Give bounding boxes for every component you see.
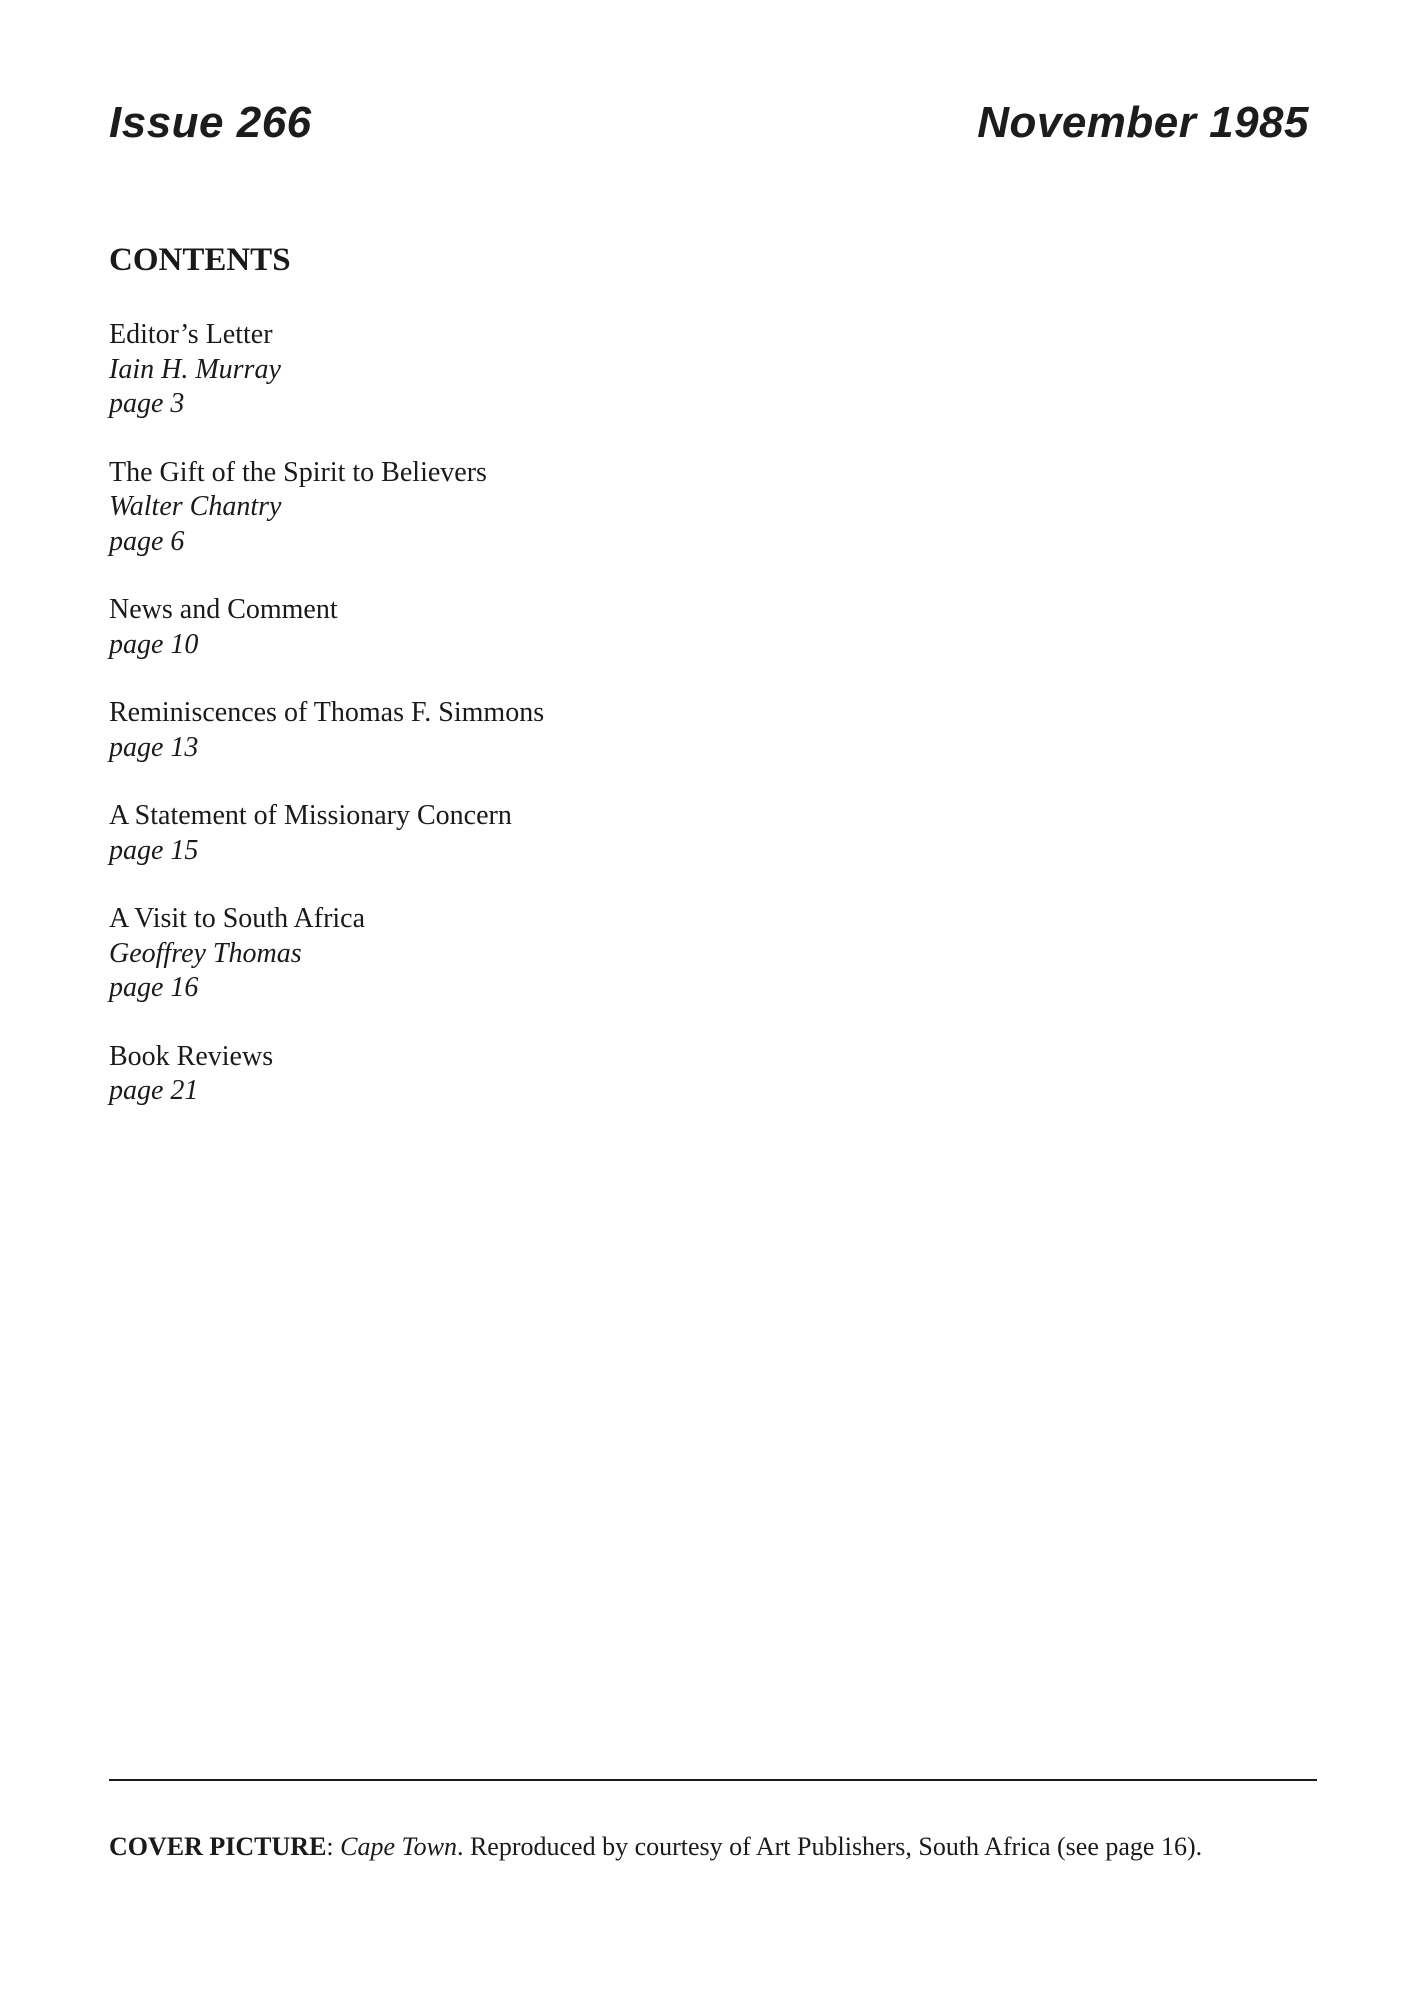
issue-date: November 1985 bbox=[977, 98, 1309, 147]
contents-entry bbox=[109, 456, 544, 560]
entry-author: Geoffrey Thomas bbox=[109, 937, 302, 969]
entry-page: page 15 bbox=[109, 834, 199, 866]
entry-title: Reminiscences of Thomas F. Simmons bbox=[109, 697, 545, 728]
cover-label: COVER PICTURE bbox=[109, 1832, 327, 1861]
issue-header bbox=[109, 98, 1309, 148]
entry-title: A Statement of Missionary Concern bbox=[109, 800, 512, 831]
entry-page: page 21 bbox=[109, 1075, 199, 1106]
contents-entry bbox=[109, 902, 544, 1006]
cover-text: . Reproduced by courtesy of Art Publishers, South Africa (see page 16). bbox=[456, 1832, 1203, 1861]
cover-title: Cape Town bbox=[340, 1832, 457, 1861]
entry-page: page 13 bbox=[109, 731, 199, 763]
entry-page: page 10 bbox=[109, 628, 199, 660]
entry-title: News and Comment bbox=[109, 594, 338, 625]
entry-author: Walter Chantry bbox=[109, 491, 282, 522]
table-of-contents bbox=[109, 236, 544, 1143]
entry-page: page 6 bbox=[109, 525, 185, 557]
issue-number: Issue 266 bbox=[109, 98, 312, 147]
cover-picture-caption bbox=[109, 1830, 1202, 1864]
contents-entry bbox=[109, 799, 544, 868]
entry-title: A Visit to South Africa bbox=[109, 903, 366, 934]
contents-entry bbox=[109, 1040, 544, 1109]
entry-title: Editor’s Letter bbox=[109, 319, 273, 350]
entry-title: Book Reviews bbox=[109, 1040, 274, 1072]
entry-page: page 3 bbox=[109, 388, 185, 419]
cover-separator: : bbox=[326, 1832, 341, 1861]
entry-author: Iain H. Murray bbox=[109, 353, 281, 385]
contents-entry bbox=[109, 593, 544, 662]
entry-title: The Gift of the Spirit to Believers bbox=[109, 456, 487, 488]
horizontal-divider bbox=[109, 1779, 1317, 1781]
contents-entry bbox=[109, 696, 544, 765]
entry-page: page 16 bbox=[109, 972, 199, 1003]
contents-entry bbox=[109, 318, 544, 422]
contents-heading: CONTENTS bbox=[109, 242, 291, 278]
